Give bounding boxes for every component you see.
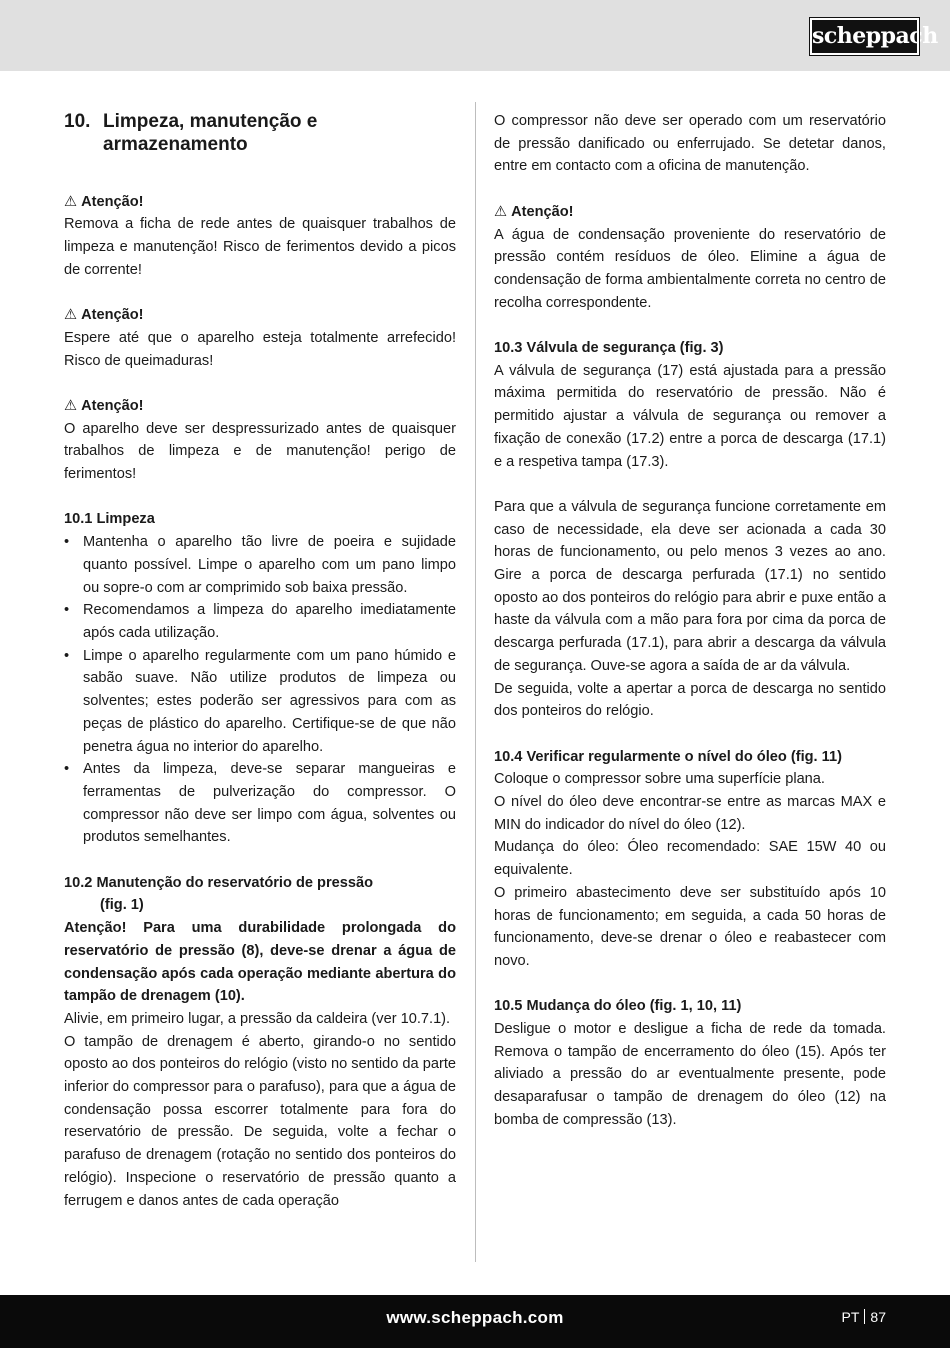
warning-text: A água de condensação proveniente do reservatório de pressão contém resíduos de óleo. Elimine a água de condensação de forma ambientalmente correta no centro de recolha correspondente. [494,226,886,311]
subsection-title-oil-change: 10.5 Mudança do óleo (fig. 1, 10, 11) [494,998,742,1015]
warning-heading: ⚠ Atenção! [494,203,574,220]
section-number: 10. [64,111,91,132]
paragraph: O primeiro abastecimento deve ser substituído após 10 horas de funcionamento; em seguida, a cada 50 horas de funcionamento, deve-se drenar o óleo e reabastecer com novo. [494,884,886,969]
tank-warning: Atenção! Para uma durabilidade prolongada do reservatório de pressão (8), deve-se drenar a água de condensação após cada operação mediante abertura do tampão de drenagem (10). [64,920,456,1005]
page-footer [0,1295,950,1348]
warning-triangle-icon: ⚠ [64,397,78,414]
subsection-title-tank-fig: (fig. 1) [100,897,144,914]
page-number: 87 [870,1309,886,1325]
list-item: • Recomendamos a limpeza do aparelho imediatamente após cada utilização. [64,599,456,644]
list-item: • Antes da limpeza, deve-se separar mangueiras e ferramentas de pulverização do compressor. O compressor não deve ser limpo com água, solventes ou produtos semelhantes. [64,758,456,849]
warning-triangle-icon: ⚠ [64,307,78,324]
paragraph: Mudança do óleo: Óleo recomendado: SAE 15W 40 ou equivalente. [494,839,886,879]
paragraph: Alivie, em primeiro lugar, a pressão da caldeira (ver 10.7.1). [64,1010,451,1027]
cleaning-list [64,531,456,849]
subsection-title-oil-level: 10.4 Verificar regularmente o nível do óleo (fig. 11) [494,748,842,765]
column-divider [475,102,476,1262]
subsection-title-valve: 10.3 Válvula de segurança (fig. 3) [494,340,724,356]
subsection-title-tank: 10.2 Manutenção do reservatório de pressão [64,874,374,891]
warning-triangle-icon: ⚠ [64,193,78,210]
subsection-title-cleaning: 10.1 Limpeza [64,511,155,528]
paragraph: O tampão de drenagem é aberto, girando-o no sentido oposto ao dos ponteiros do relógio (visto no sentido da parte inferior do compressor para o parafuso), para que a água de condensação possa escorrer totalmente para fora do reservatório de pressão. De seguida, volte a fechar o parafuso de drenagem (rotação no sentido dos ponteiros do relógio). Inspecione o reservatório de pressão quanto a ferrugem e danos antes de cada operação [64,1033,456,1209]
right-column [494,110,886,1132]
paragraph: Desligue o motor e desligue a ficha de rede da tomada. Remova o tampão de encerramento do óleo (15). Após ter aliviado a pressão do ar eventualmente presente, pode desaparafusar o tampão de drenagem do óleo (12) na bomba de compressão (13). [494,1021,886,1128]
warning-triangle-icon: ⚠ [494,203,508,220]
paragraph: Para que a válvula de segurança funcione corretamente em caso de necessidade, ela deve ser acionada a cada 30 horas de funcionamento, ou pelo menos 3 vezes ao ano. Gire a porca de descarga perfurada (17.1) no sentido oposto ao dos ponteiros do relógio para abrir e puxe então a haste da válvula com a mão para fora por cima da porca de descarga perfurada (17.1), para abrir a descarga da válvula de segurança. Ouve-se agora a saída de ar da válvula. [494,498,886,674]
brand-logo: scheppach [810,18,919,55]
website-link[interactable]: www.scheppach.com [386,1308,564,1327]
section-heading [64,110,456,156]
warning-heading: ⚠ Atenção! [64,397,144,414]
list-item: • Limpe o aparelho regularmente com um pano húmido e sabão suave. Não utilize produtos de limpeza ou solventes; estes poderão ser agressivos para com as peças de plástico do aparelho. Certifique-se de que não penetra água no interior do aparelho. [64,645,456,759]
page-indicator [842,1309,886,1325]
left-column [64,110,456,1212]
paragraph: Coloque o compressor sobre uma superfície plana. [494,771,825,788]
page-header [0,0,950,71]
list-item: • Mantenha o aparelho tão livre de poeira e sujidade quanto possível. Limpe o aparelho com um pano limpo ou sopre-o com ar comprimido sob baixa pressão. [64,531,456,599]
warning-text: Remova a ficha de rede antes de quaisquer trabalhos de limpeza e manutenção! Risco de ferimentos devido a picos de corrente! [64,216,456,278]
warning-heading: ⚠ Atenção! [64,193,144,210]
warning-text: Espere até que o aparelho esteja totalmente arrefecido! Risco de queimaduras! [64,329,456,369]
separator [864,1309,865,1324]
language-code: PT [841,1309,860,1325]
paragraph: A válvula de segurança (17) está ajustada para a pressão máxima permitida do reservatório de pressão. Não é permitido ajustar a válvula de segurança ou remover a fixação de conexão (17.2) entre a porca de descarga (17.1) e a respetiva tampa (17.3). [494,362,886,470]
warning-text: O aparelho deve ser despressurizado antes de quaisquer trabalhos de limpeza e de manutenção! perigo de ferimentos! [64,420,456,483]
section-title: Limpeza, manutenção e armazenamento [103,111,318,155]
paragraph: O nível do óleo deve encontrar-se entre as marcas MAX e MIN do indicador do nível do óleo (12). [494,794,886,833]
paragraph: O compressor não deve ser operado com um reservatório de pressão danificado ou enferrujado. Se detetar danos, entre em contacto com a oficina de manutenção. [494,113,886,175]
paragraph: De seguida, volte a apertar a porca de descarga no sentido dos ponteiros do relógio. [494,680,886,720]
warning-heading: ⚠ Atenção! [64,307,144,324]
